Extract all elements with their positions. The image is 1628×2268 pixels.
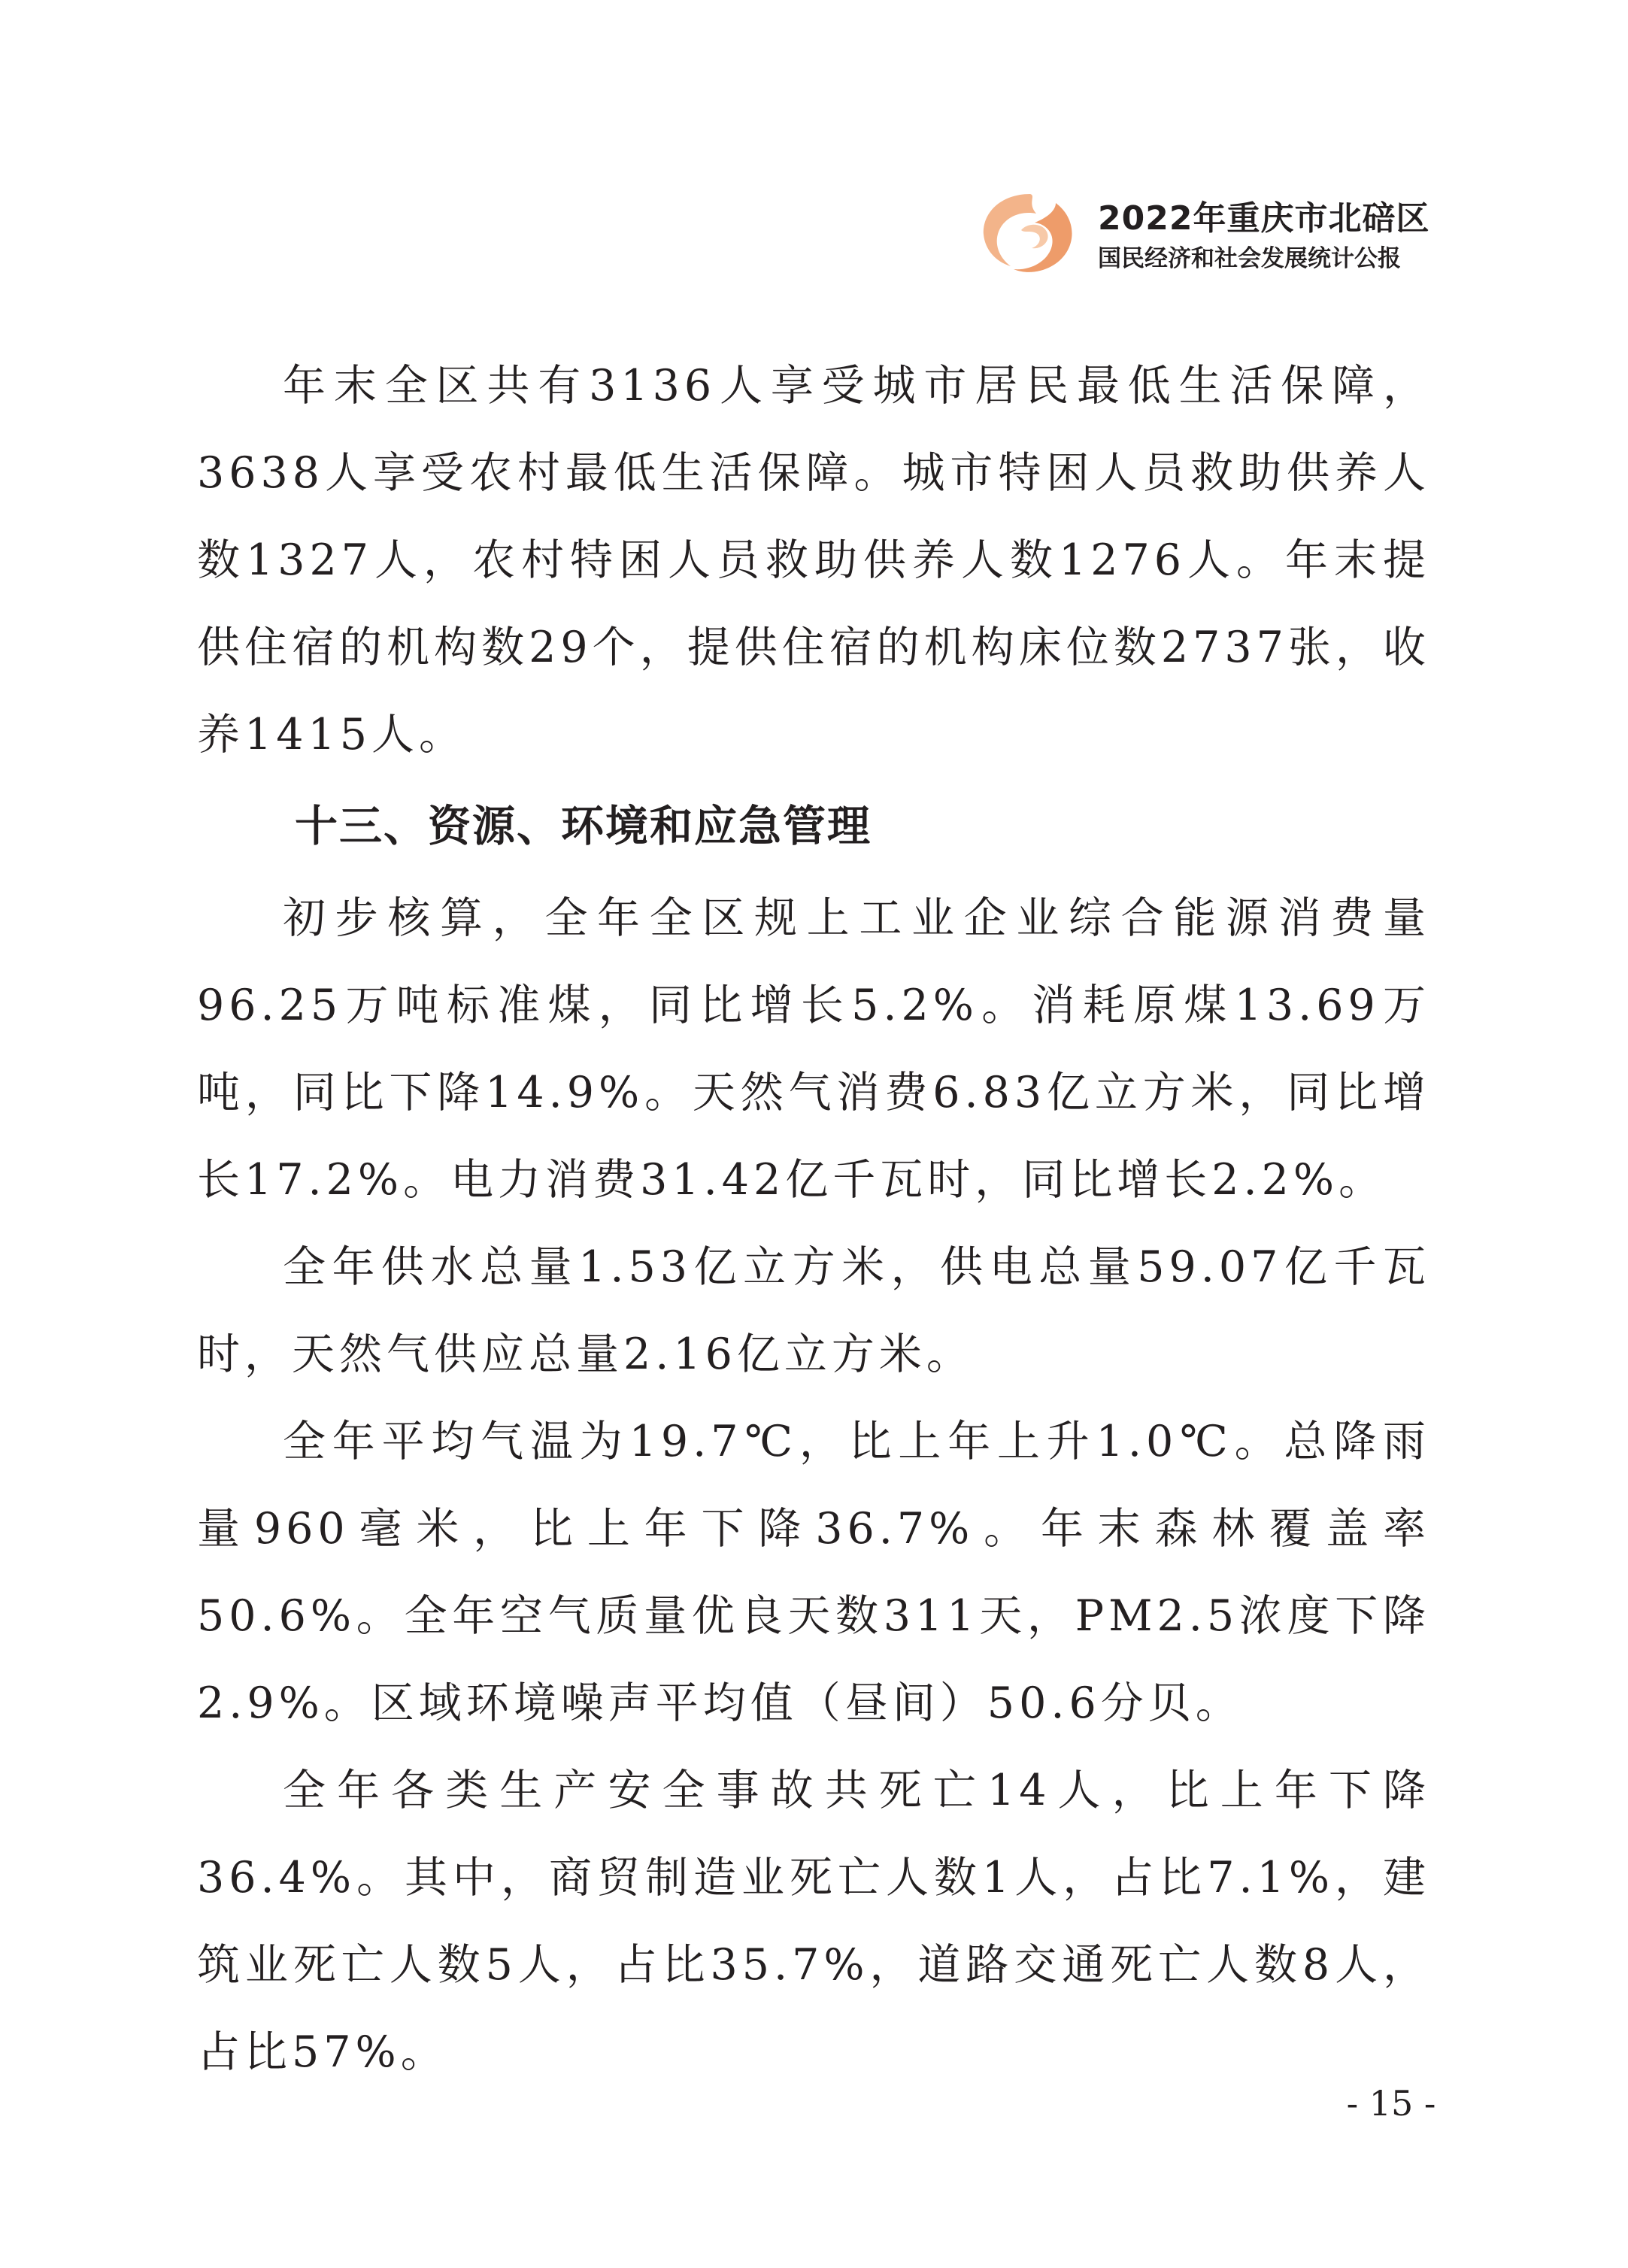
section-heading: 十三、资源、环境和应急管理 <box>295 802 872 851</box>
document-body <box>197 342 1430 2096</box>
paragraph-social-security: 年末全区共有3136人享受城市居民最低生活保障，3638人享受农村最低生活保障。城市特困人员救助供养人数1327人，农村特困人员救助供养人数1276人。年末提供住宿的机构数29个，提供住宿的机构床位数2737张，收养1415人。 <box>197 361 1430 760</box>
paragraph-safety: 全年各类生产安全事故共死亡14人，比上年下降36.4%。其中，商贸制造业死亡人数1人，占比7.1%，建筑业死亡人数5人，占比35.7%，道路交通死亡人数8人，占比57%。 <box>197 1766 1430 2077</box>
header-subtitle: 国民经济和社会发展统计公报 <box>1098 245 1401 272</box>
paragraph-environment: 全年平均气温为19.7℃，比上年上升1.0℃。总降雨量960毫米，比上年下降36.7%。年末森林覆盖率50.6%。全年空气质量优良天数311天，PM2.5浓度下降2.9%。区域环境噪声平均值（昼间）50.6分贝。 <box>197 1417 1430 1728</box>
swirl-logo-icon <box>978 188 1083 278</box>
paragraph-energy-consumption: 初步核算，全年全区规上工业企业综合能源消费量96.25万吨标准煤，同比增长5.2%。消耗原煤13.69万吨，同比下降14.9%。天然气消费6.83亿立方米，同比增长17.2%。电力消费31.42亿千瓦时，同比增长2.2%。 <box>197 893 1430 1205</box>
header-title: 2022年重庆市北碚区 <box>1098 199 1430 238</box>
paragraph-supply: 全年供水总量1.53亿立方米，供电总量59.07亿千瓦时，天然气供应总量2.16亿立方米。 <box>197 1242 1430 1379</box>
page-number: - 15 - <box>1346 2083 1436 2124</box>
page-header <box>978 188 1504 278</box>
